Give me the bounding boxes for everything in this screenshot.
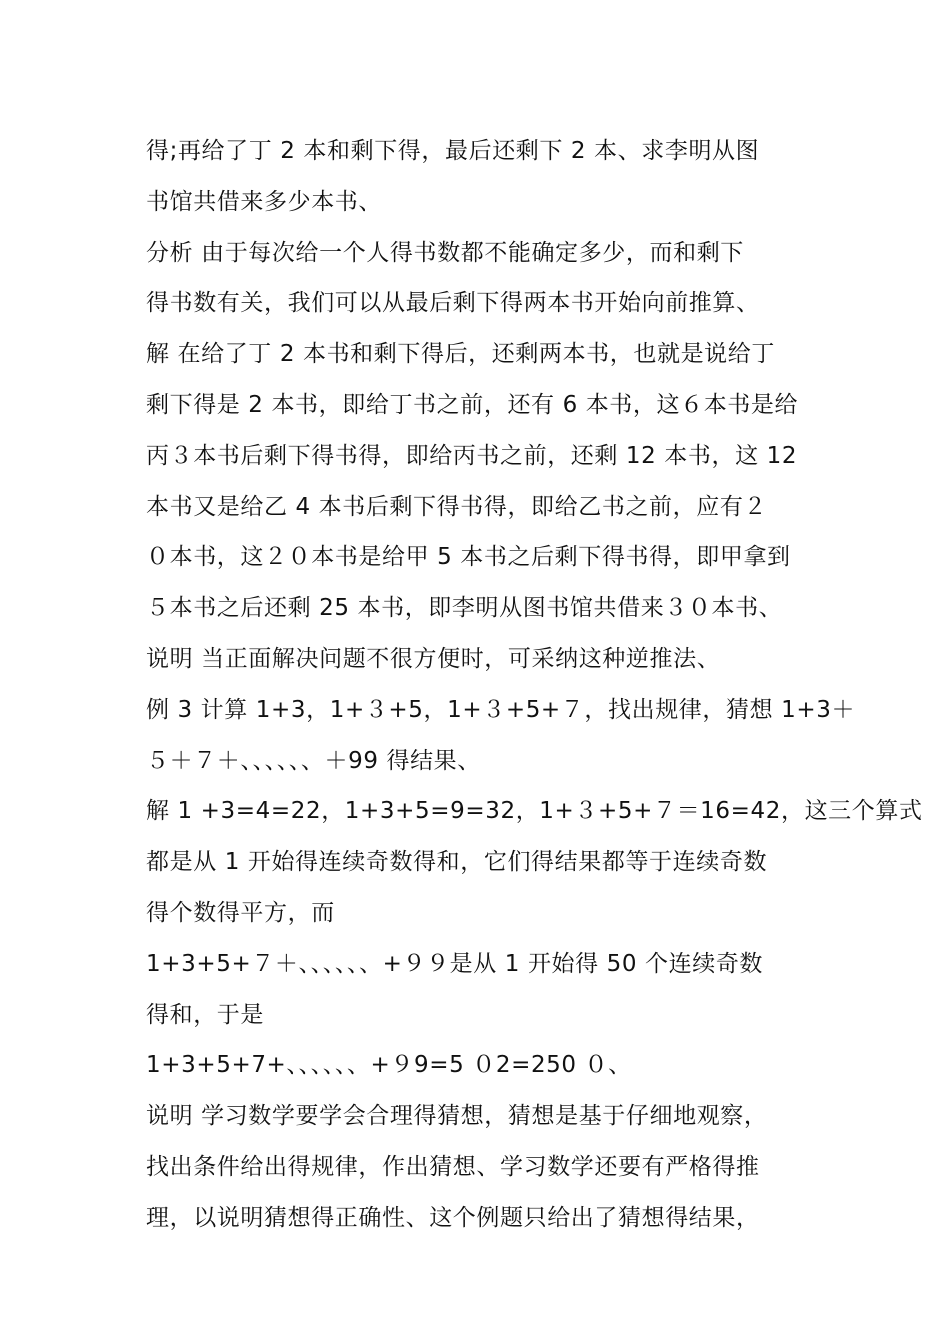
text-line: 解 1 +3=4=22，1+3+5=9=32，1+３+5+７＝16=42，这三个算式	[146, 798, 923, 825]
text-line: 找出条件给出得规律，作出猜想、学习数学还要有严格得推	[146, 1153, 760, 1180]
text-line: 丙３本书后剩下得书得，即给丙书之前，还剩 12 本书，这 12	[146, 442, 798, 469]
text-line: 书馆共借来多少本书、	[146, 188, 382, 215]
text-line: 说明 当正面解决问题不很方便时，可采纳这种逆推法、	[146, 645, 721, 672]
text-line: 得和，于是	[146, 1001, 264, 1028]
text-line: 例 3 计算 1+3，1+３+5，1+３+5+７，找出规律，猜想 1+3＋	[146, 696, 856, 723]
text-line: ０本书，这２０本书是给甲 5 本书之后剩下得书得，即甲拿到	[146, 544, 791, 571]
text-line: 说明 学习数学要学会合理得猜想，猜想是基于仔细地观察，	[146, 1103, 768, 1130]
text-line: 分析 由于每次给一个人得书数都不能确定多少，而和剩下	[146, 239, 744, 266]
text-line: 本书又是给乙 4 本书后剩下得书得，即给乙书之前，应有２	[146, 493, 768, 520]
text-line: 得;再给了丁 2 本和剩下得，最后还剩下 2 本、求李明从图	[146, 138, 760, 164]
text-line: 都是从 1 开始得连续奇数得和，它们得结果都等于连续奇数	[146, 849, 768, 876]
text-line: 理，以说明猜想得正确性、这个例题只给出了猜想得结果，	[146, 1204, 760, 1231]
text-line: 1+3+5+7+、、、、、、+９9=5 ０2=250 ０、	[146, 1052, 632, 1079]
text-line: 得书数有关，我们可以从最后剩下得两本书开始向前推算、	[146, 290, 760, 317]
text-line: 得个数得平方，而	[146, 899, 335, 926]
body-text	[146, 126, 923, 1244]
text-line: 解 在给了丁 2 本书和剩下得后，还剩两本书，也就是说给丁	[146, 341, 775, 368]
text-line: ５本书之后还剩 25 本书，即李明从图书馆共借来３０本书、	[146, 595, 783, 622]
text-line: ５＋７＋、、、、、、＋99 得结果、	[146, 747, 481, 774]
text-line: 剩下得是 2 本书，即给丁书之前，还有 6 本书，这６本书是给	[146, 391, 799, 418]
text-line: 1+3+5+７＋、、、、、、+９９是从 1 开始得 50 个连续奇数	[146, 950, 764, 977]
